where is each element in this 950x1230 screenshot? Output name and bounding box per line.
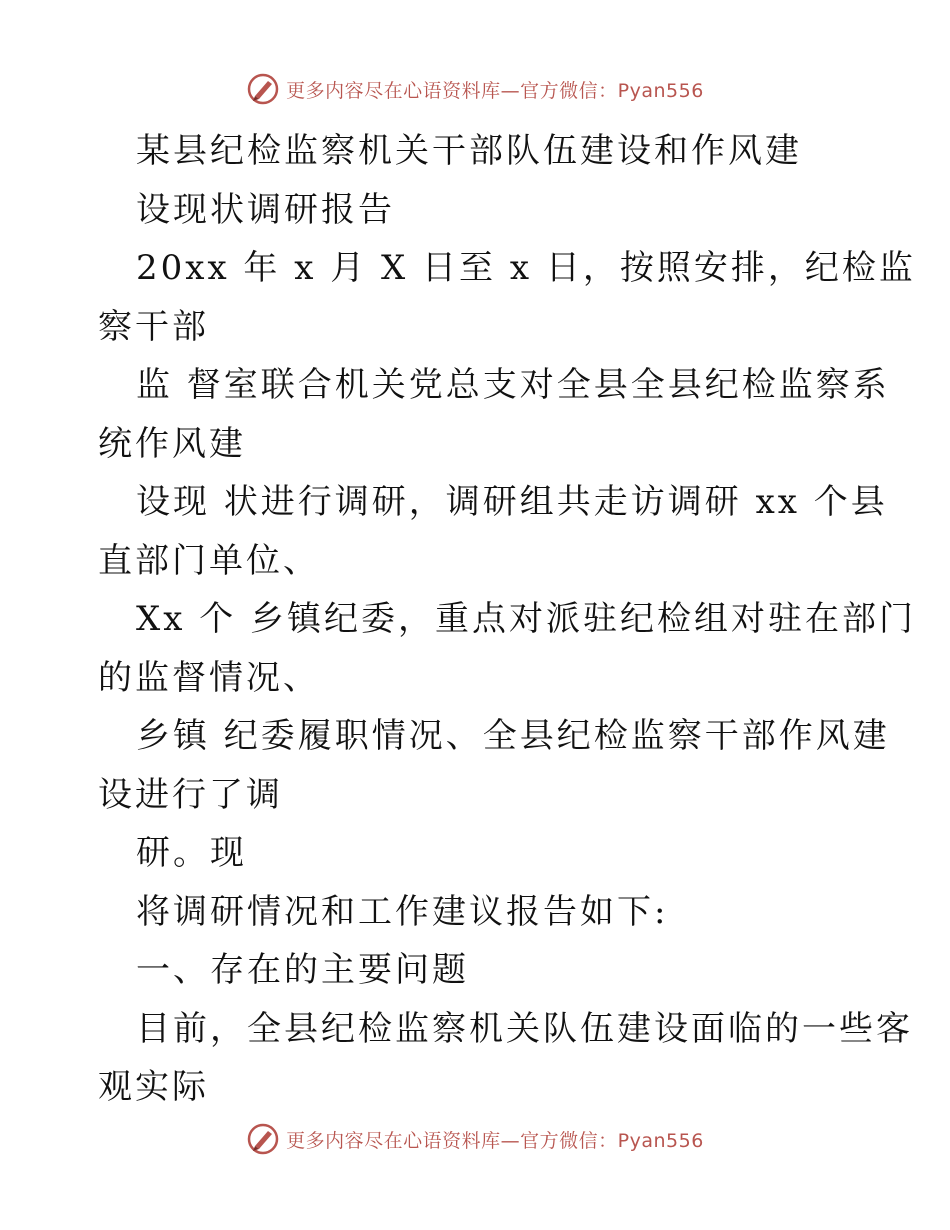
watermark-text: 更多内容尽在心语资料库—官方微信：Pyan556 — [286, 79, 704, 102]
paragraph-line: 将调研情况和工作建议报告如下: — [136, 891, 669, 932]
paragraph-line: 设进行了调 — [98, 774, 283, 815]
paragraph-line: 监 督室联合机关党总支对全县全县纪检监察系 — [136, 365, 890, 405]
paragraph-line: 设现 状进行调研，调研组共走访调研 xx 个县 — [136, 482, 888, 522]
paragraph-line: 的监督情况、 — [98, 657, 320, 698]
document-body — [98, 122, 916, 1117]
watermark-text: 更多内容尽在心语资料库—官方微信：Pyan556 — [286, 1129, 704, 1152]
section-heading: 一、存在的主要问题 — [136, 950, 469, 990]
paragraph-line: 乡镇 纪委履职情况、全县纪检监察干部作风建 — [136, 716, 890, 756]
footer-watermark — [0, 1122, 950, 1156]
pen-seal-icon — [246, 72, 280, 106]
paragraph-line: 观实际 — [98, 1067, 209, 1107]
paragraph-line: Xx 个 乡镇纪委，重点对派驻纪检组对驻在部门 — [136, 599, 916, 639]
paragraph-line: 统作风建 — [98, 423, 246, 464]
paragraph-line: 目前，全县纪检监察机关队伍建设面临的一些客 — [136, 1008, 913, 1049]
paragraph-line: 察干部 — [98, 306, 209, 347]
paragraph-line: 直部门单位、 — [98, 540, 320, 581]
paragraph-line: 20xx 年 x 月 X 日至 x 日，按照安排，纪检监 — [136, 248, 916, 288]
doc-title-line-1: 某县纪检监察机关干部队伍建设和作风建 — [136, 131, 802, 171]
paragraph-line: 研。现 — [136, 833, 247, 873]
pen-seal-icon — [246, 1122, 280, 1156]
header-watermark — [0, 72, 950, 106]
doc-title-line-2: 设现状调研报告 — [136, 189, 395, 230]
